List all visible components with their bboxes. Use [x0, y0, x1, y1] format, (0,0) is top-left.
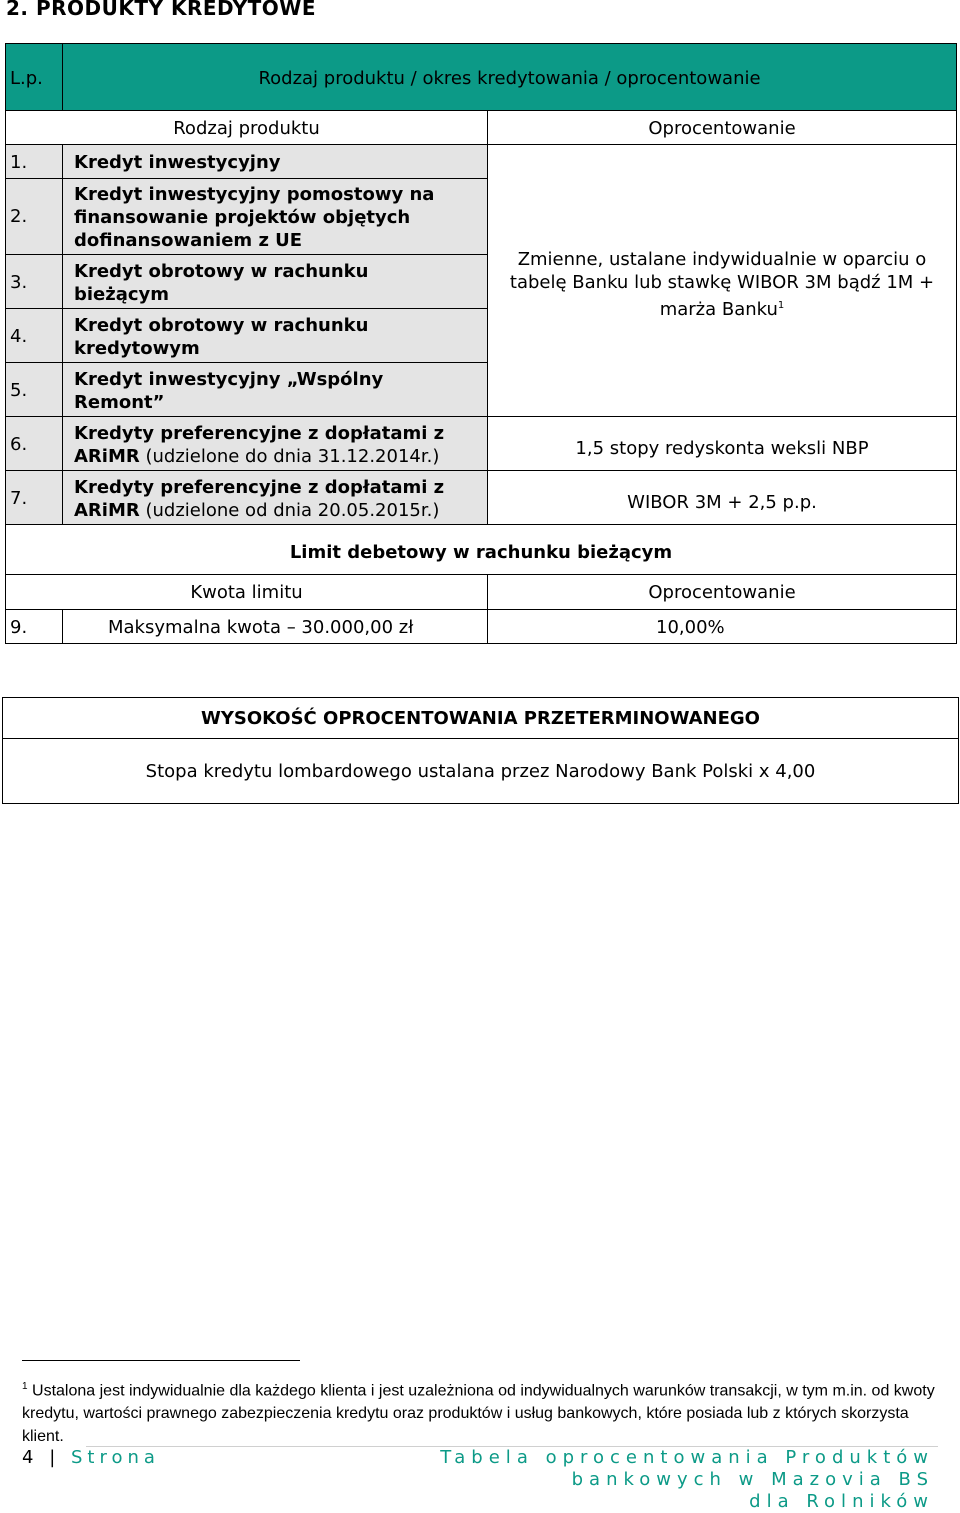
row-name-cell	[62, 416, 488, 471]
row-name-cell	[62, 362, 488, 417]
row-num-cell	[5, 470, 63, 525]
row-name: Kredyt inwestycyjny	[74, 152, 281, 173]
overdue-title: WYSOKOŚĆ OPROCENTOWANIA PRZETERMINOWANEGO	[200, 708, 760, 729]
row-name-cell	[62, 470, 488, 525]
limit-num-cell	[5, 609, 63, 644]
page-word: Strona	[71, 1447, 160, 1468]
rate-row7: WIBOR 3M + 2,5 p.p.	[627, 492, 817, 513]
row-name: Kredyt inwestycyjny „Wspólny Remont”	[74, 369, 384, 413]
limit-rate-header-cell	[487, 574, 957, 610]
row-num-cell	[5, 362, 63, 417]
subheader-product-cell	[5, 110, 488, 145]
row-name: Kredyt obrotowy w rachunku bieżącym	[74, 261, 369, 305]
limit-amount-cell	[62, 609, 488, 644]
footer-doc-title-line2: bankowych w Mazovia BS	[571, 1469, 934, 1490]
footnote	[22, 1375, 942, 1448]
row-name	[74, 422, 486, 468]
row-name: Kredyt obrotowy w rachunku kredytowym	[74, 315, 369, 359]
row-name-cell	[62, 254, 488, 309]
row-name	[74, 476, 486, 522]
subheader-product: Rodzaj produktu	[173, 118, 320, 139]
row-num: 4.	[10, 326, 28, 347]
page-number-value: 4	[22, 1447, 39, 1468]
row-num-cell	[5, 416, 63, 471]
row-num: 3.	[10, 272, 28, 293]
header-lp-cell	[5, 43, 63, 111]
limit-amount: Maksymalna kwota – 30.000,00 zł	[108, 617, 414, 638]
page-separator: |	[49, 1447, 61, 1468]
row-name-bold: Kredyty preferencyjne z dopłatami z ARiMR	[74, 477, 445, 521]
rate-variable-text: Zmienne, ustalane indywidualnie w oparciu o tabelę Banku lub stawkę WIBOR 3M bądź 1M + marża Banku	[509, 249, 935, 320]
header-title: Rodzaj produktu / okres kredytowania / oprocentowanie	[258, 68, 761, 89]
row-num-cell	[5, 308, 63, 363]
rate-variable-cell	[487, 144, 957, 417]
row-num: 7.	[10, 488, 28, 509]
footnote-mark: 1	[22, 1381, 28, 1392]
footnote-separator	[22, 1360, 300, 1361]
limit-rate-header: Oprocentowanie	[648, 582, 796, 603]
section-title: 2. PRODUKTY KREDYTOWE	[6, 0, 317, 20]
rate-row7-cell	[487, 470, 957, 525]
products-table	[5, 43, 957, 644]
footnote-ref: 1	[777, 300, 785, 311]
row-name-rest: (udzielone do dnia 31.12.2014r.)	[139, 446, 440, 467]
row-name-cell	[62, 308, 488, 363]
header-title-cell	[62, 43, 957, 111]
row-name-bold: Kredyty preferencyjne z dopłatami z ARiMR	[74, 423, 445, 467]
overdue-text-cell	[2, 738, 959, 804]
page-number	[22, 1447, 160, 1468]
row-num: 6.	[10, 434, 28, 455]
row-num: 1.	[10, 152, 28, 173]
overdue-rate-table	[2, 697, 959, 804]
footer-doc-title-line3: dla Rolników	[749, 1491, 934, 1512]
rate-variable	[492, 248, 952, 321]
row-name-cell	[62, 178, 488, 255]
row-name: Kredyt inwestycyjny pomostowy na finansowanie projektów objętych dofinansowaniem z UE	[74, 184, 435, 251]
header-lp: L.p.	[10, 68, 43, 89]
rate-row6: 1,5 stopy redyskonta weksli NBP	[575, 438, 869, 459]
subheader-rate: Oprocentowanie	[648, 118, 796, 139]
row-num: 2.	[10, 206, 28, 227]
limit-amount-header: Kwota limitu	[190, 582, 303, 603]
limit-num: 9.	[10, 617, 28, 638]
overdue-text: Stopa kredytu lombardowego ustalana przez Narodowy Bank Polski x 4,00	[145, 761, 816, 782]
footnote-text: Ustalona jest indywidualnie dla każdego klienta i jest uzależniona od indywidualnych warunków transakcji, w tym m.in. od kwoty kredytu, wartości prawnego zabezpieczenia kredytu oraz produktów i usług bankowych, które posiada lub z których skorzysta klient.	[22, 1382, 935, 1446]
limit-rate-cell	[487, 609, 957, 644]
row-num: 5.	[10, 380, 28, 401]
row-num-cell	[5, 178, 63, 255]
footer-doc-title	[440, 1447, 934, 1513]
limit-amount-header-cell	[5, 574, 488, 610]
row-num-cell	[5, 144, 63, 179]
rate-row6-cell	[487, 416, 957, 471]
row-name-rest: (udzielone od dnia 20.05.2015r.)	[139, 500, 440, 521]
overdue-title-cell	[2, 697, 959, 739]
footer-doc-title-line1: Tabela oprocentowania Produktów	[440, 1447, 934, 1468]
limit-title-cell	[5, 524, 957, 575]
subheader-rate-cell	[487, 110, 957, 145]
limit-title: Limit debetowy w rachunku bieżącym	[289, 542, 673, 563]
row-name-cell	[62, 144, 488, 179]
row-num-cell	[5, 254, 63, 309]
limit-rate: 10,00%	[656, 617, 725, 638]
